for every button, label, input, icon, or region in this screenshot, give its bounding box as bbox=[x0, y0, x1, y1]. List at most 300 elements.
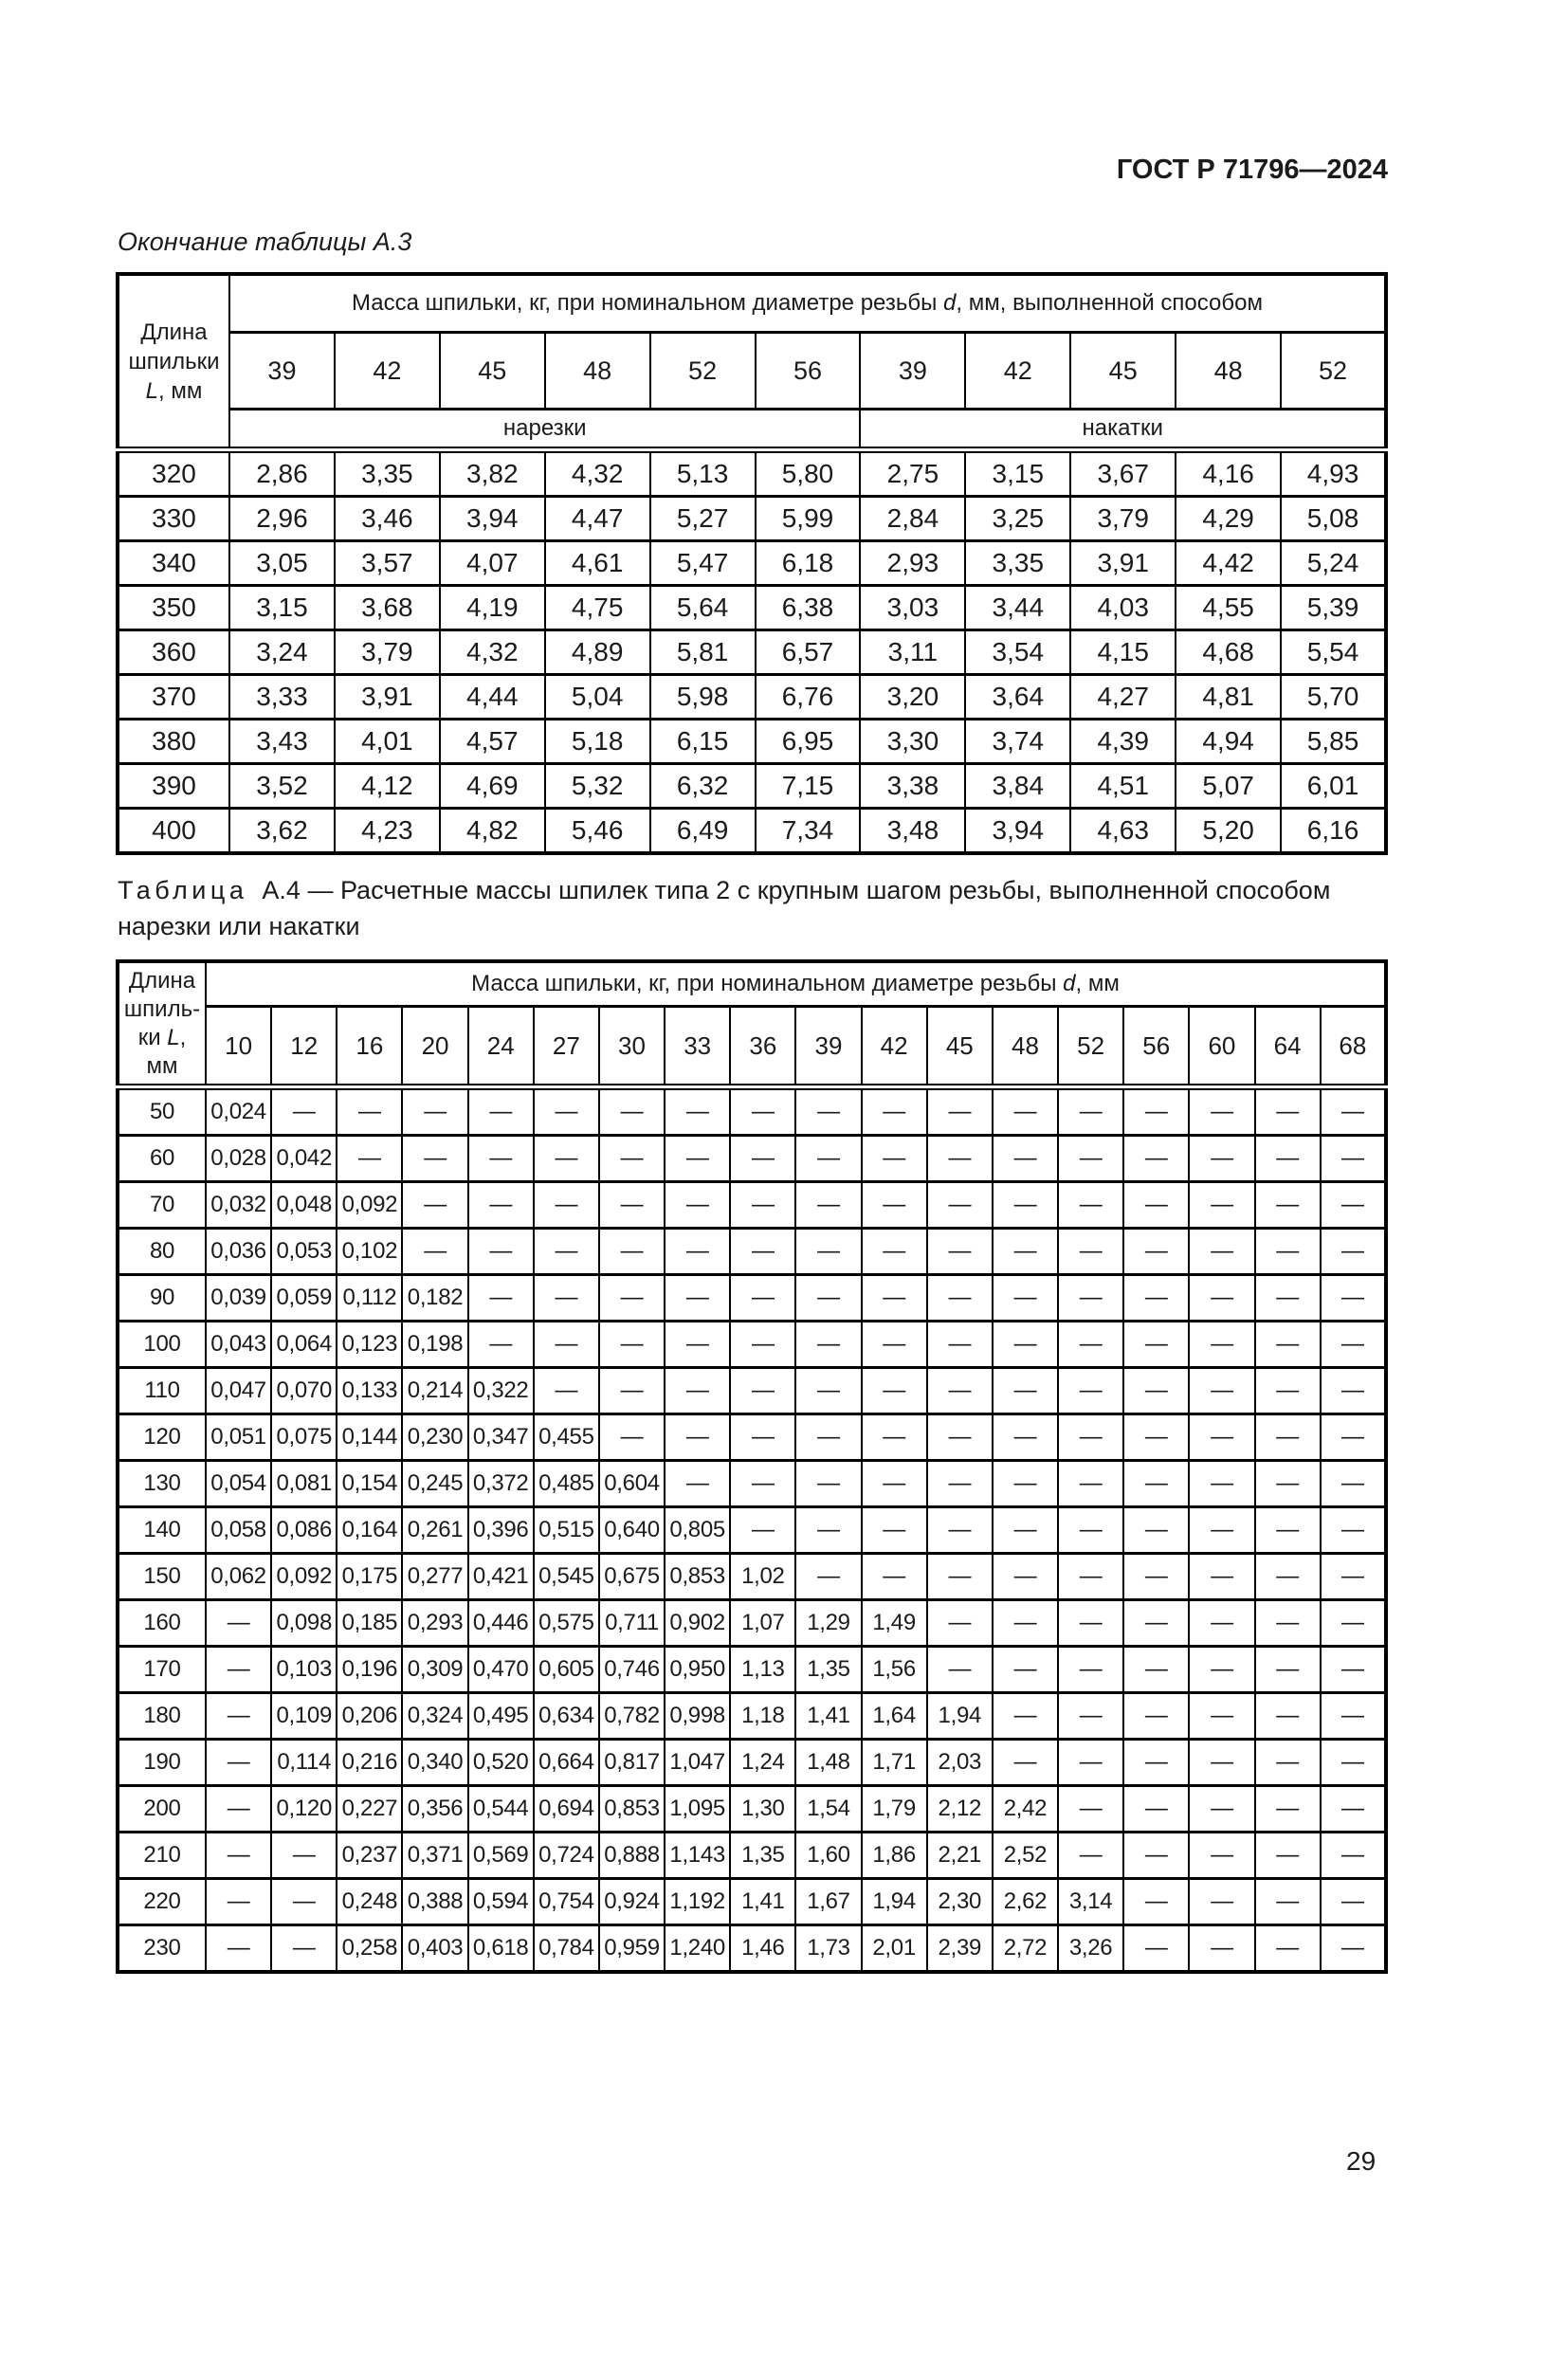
mass-value-cell: — bbox=[862, 1554, 927, 1600]
mass-value-cell: — bbox=[1255, 1925, 1321, 1973]
mass-value-cell: — bbox=[1123, 1833, 1189, 1879]
mass-value-cell: 4,61 bbox=[545, 541, 650, 586]
mass-value-cell: — bbox=[1321, 1647, 1386, 1693]
mass-value-cell: — bbox=[1058, 1786, 1123, 1833]
mass-value-cell: — bbox=[1255, 1182, 1321, 1229]
mass-value-cell: — bbox=[1123, 1647, 1189, 1693]
diameter-header-cell: 48 bbox=[993, 1007, 1058, 1087]
mass-value-cell: — bbox=[468, 1182, 534, 1229]
length-cell: 190 bbox=[118, 1740, 206, 1786]
mass-value-cell: — bbox=[1123, 1507, 1189, 1554]
mass-value-cell: 0,182 bbox=[402, 1275, 467, 1322]
mass-value-cell: 0,154 bbox=[337, 1461, 402, 1507]
mass-value-cell: — bbox=[795, 1554, 861, 1600]
mass-value-cell: — bbox=[206, 1925, 271, 1973]
mass-value-cell: — bbox=[927, 1087, 993, 1136]
mass-value-cell: 1,49 bbox=[862, 1600, 927, 1647]
mass-value-cell: 5,99 bbox=[756, 497, 861, 541]
mass-value-cell: — bbox=[402, 1229, 467, 1275]
mass-value-cell: 4,82 bbox=[440, 809, 545, 854]
mass-value-cell: 0,784 bbox=[534, 1925, 599, 1973]
mass-value-cell: — bbox=[1123, 1786, 1189, 1833]
mass-value-cell: — bbox=[862, 1229, 927, 1275]
mass-value-cell: — bbox=[534, 1182, 599, 1229]
mass-value-cell: — bbox=[1255, 1275, 1321, 1322]
mass-value-cell: — bbox=[1058, 1461, 1123, 1507]
mass-value-cell: 3,25 bbox=[965, 497, 1070, 541]
mass-value-cell: 2,30 bbox=[927, 1879, 993, 1925]
mass-value-cell: 0,086 bbox=[271, 1507, 337, 1554]
mass-value-cell: — bbox=[337, 1136, 402, 1182]
mass-value-cell: 0,109 bbox=[271, 1693, 337, 1740]
mass-value-cell: 0,277 bbox=[402, 1554, 467, 1600]
table-row bbox=[118, 1087, 1386, 1136]
mass-value-cell: 0,054 bbox=[206, 1461, 271, 1507]
mass-value-cell: 4,39 bbox=[1070, 720, 1176, 764]
mass-value-cell: 1,192 bbox=[665, 1879, 730, 1925]
mass-value-cell: — bbox=[993, 1554, 1058, 1600]
mass-value-cell: — bbox=[534, 1368, 599, 1414]
mass-value-cell: 3,43 bbox=[229, 720, 335, 764]
table-a3-body bbox=[118, 450, 1386, 854]
mass-value-cell: — bbox=[468, 1229, 534, 1275]
mass-value-cell: 2,84 bbox=[860, 497, 965, 541]
mass-value-cell: 3,38 bbox=[860, 764, 965, 809]
mass-value-cell: — bbox=[1058, 1507, 1123, 1554]
table-row bbox=[118, 450, 1386, 497]
mass-value-cell: — bbox=[665, 1136, 730, 1182]
mass-value-cell: 4,07 bbox=[440, 541, 545, 586]
mass-value-cell: 0,042 bbox=[271, 1136, 337, 1182]
mass-value-cell: — bbox=[599, 1368, 665, 1414]
mass-value-cell: 4,42 bbox=[1176, 541, 1281, 586]
mass-value-cell: 3,15 bbox=[965, 450, 1070, 497]
mass-value-cell: — bbox=[1321, 1925, 1386, 1973]
length-cell: 330 bbox=[118, 497, 229, 541]
table-row bbox=[118, 809, 1386, 854]
mass-value-cell: 3,15 bbox=[229, 586, 335, 630]
diameter-header-cell: 16 bbox=[337, 1007, 402, 1087]
mass-value-cell: — bbox=[1189, 1087, 1254, 1136]
length-cell: 230 bbox=[118, 1925, 206, 1973]
mass-value-cell: 4,69 bbox=[440, 764, 545, 809]
mass-value-cell: — bbox=[862, 1275, 927, 1322]
mass-value-cell: — bbox=[1321, 1182, 1386, 1229]
length-cell: 390 bbox=[118, 764, 229, 809]
mass-value-cell: — bbox=[1321, 1414, 1386, 1461]
table-a4-body bbox=[118, 1087, 1386, 1973]
mass-value-cell: 6,16 bbox=[1281, 809, 1386, 854]
mass-value-cell: 0,711 bbox=[599, 1600, 665, 1647]
mass-value-cell: — bbox=[862, 1322, 927, 1368]
mass-value-cell: 3,84 bbox=[965, 764, 1070, 809]
table-row bbox=[118, 630, 1386, 675]
mass-value-cell: 0,902 bbox=[665, 1600, 730, 1647]
mass-value-cell: — bbox=[927, 1275, 993, 1322]
length-cell: 150 bbox=[118, 1554, 206, 1600]
mass-value-cell: 0,853 bbox=[665, 1554, 730, 1600]
mass-value-cell: — bbox=[271, 1925, 337, 1973]
mass-value-cell: 1,48 bbox=[795, 1740, 861, 1786]
mass-value-cell: 0,123 bbox=[337, 1322, 402, 1368]
mass-value-cell: — bbox=[862, 1182, 927, 1229]
mass-value-cell: — bbox=[927, 1182, 993, 1229]
table-row bbox=[118, 1833, 1386, 1879]
table-row bbox=[118, 1368, 1386, 1414]
mass-value-cell: — bbox=[534, 1322, 599, 1368]
mass-value-cell: — bbox=[795, 1275, 861, 1322]
length-header-line: шпиль- bbox=[123, 995, 201, 1022]
table-row bbox=[118, 1740, 1386, 1786]
mass-value-cell: — bbox=[1255, 1368, 1321, 1414]
mass-value-cell: — bbox=[1123, 1554, 1189, 1600]
length-cell: 130 bbox=[118, 1461, 206, 1507]
table-row bbox=[118, 1693, 1386, 1740]
mass-value-cell: 0,594 bbox=[468, 1879, 534, 1925]
mass-value-cell: 3,82 bbox=[440, 450, 545, 497]
mass-value-cell: — bbox=[927, 1647, 993, 1693]
mass-value-cell: 0,214 bbox=[402, 1368, 467, 1414]
diameter-header-cell: 45 bbox=[927, 1007, 993, 1087]
length-cell: 350 bbox=[118, 586, 229, 630]
table-row bbox=[118, 1600, 1386, 1647]
mass-value-cell: 0,817 bbox=[599, 1740, 665, 1786]
mass-value-cell: 4,29 bbox=[1176, 497, 1281, 541]
mass-value-cell: 3,35 bbox=[335, 450, 440, 497]
diameter-header-cell: 42 bbox=[965, 333, 1070, 410]
mass-value-cell: — bbox=[1255, 1554, 1321, 1600]
mass-value-cell: 0,396 bbox=[468, 1507, 534, 1554]
mass-value-cell: 0,950 bbox=[665, 1647, 730, 1693]
diameter-header-cell: 20 bbox=[402, 1007, 467, 1087]
mass-value-cell: 0,248 bbox=[337, 1879, 402, 1925]
mass-value-cell: — bbox=[993, 1600, 1058, 1647]
mass-value-cell: 2,21 bbox=[927, 1833, 993, 1879]
mass-value-cell: — bbox=[1255, 1461, 1321, 1507]
mass-value-cell: — bbox=[1058, 1322, 1123, 1368]
diameter-header-cell: 30 bbox=[599, 1007, 665, 1087]
length-cell: 360 bbox=[118, 630, 229, 675]
mass-value-cell: 0,230 bbox=[402, 1414, 467, 1461]
mass-value-cell: — bbox=[1058, 1414, 1123, 1461]
mass-value-cell: — bbox=[1255, 1740, 1321, 1786]
length-header-line: Длина bbox=[128, 967, 196, 994]
mass-value-cell: — bbox=[1255, 1693, 1321, 1740]
mass-value-cell: 5,04 bbox=[545, 675, 650, 720]
mass-value-cell: — bbox=[730, 1087, 795, 1136]
table-a4-header bbox=[118, 961, 1386, 1087]
mass-value-cell: 4,44 bbox=[440, 675, 545, 720]
mass-value-cell: 0,724 bbox=[534, 1833, 599, 1879]
mass-value-cell: 0,062 bbox=[206, 1554, 271, 1600]
mass-value-cell: 4,51 bbox=[1070, 764, 1176, 809]
mass-value-cell: — bbox=[665, 1182, 730, 1229]
mass-value-cell: 0,604 bbox=[599, 1461, 665, 1507]
mass-value-cell: — bbox=[927, 1461, 993, 1507]
mass-value-cell: 4,55 bbox=[1176, 586, 1281, 630]
mass-value-cell: — bbox=[927, 1322, 993, 1368]
mass-value-cell: 0,356 bbox=[402, 1786, 467, 1833]
mass-value-cell: 0,144 bbox=[337, 1414, 402, 1461]
mass-value-cell: — bbox=[993, 1507, 1058, 1554]
mass-span-header: Масса шпильки, кг, при номинальном диаметре резьбы d, мм, выполненной способом bbox=[229, 274, 1386, 333]
diameter-header-cell: 56 bbox=[756, 333, 861, 410]
mass-value-cell: 1,79 bbox=[862, 1786, 927, 1833]
method-narezki-header: нарезки bbox=[229, 410, 860, 450]
mass-value-cell: — bbox=[795, 1461, 861, 1507]
diameter-header-cell: 36 bbox=[730, 1007, 795, 1087]
mass-value-cell: — bbox=[1189, 1136, 1254, 1182]
mass-value-cell: 0,164 bbox=[337, 1507, 402, 1554]
mass-value-cell: 0,175 bbox=[337, 1554, 402, 1600]
mass-value-cell: — bbox=[1189, 1740, 1254, 1786]
mass-value-cell: — bbox=[927, 1136, 993, 1182]
mass-value-cell: — bbox=[993, 1229, 1058, 1275]
diameter-header-cell: 52 bbox=[1058, 1007, 1123, 1087]
mass-value-cell: — bbox=[206, 1740, 271, 1786]
mass-value-cell: — bbox=[1255, 1087, 1321, 1136]
table-row bbox=[118, 1507, 1386, 1554]
mass-value-cell: 0,185 bbox=[337, 1600, 402, 1647]
mass-value-cell: — bbox=[862, 1414, 927, 1461]
diameter-header-cell: 39 bbox=[795, 1007, 861, 1087]
mass-value-cell: 0,446 bbox=[468, 1600, 534, 1647]
mass-value-cell: 3,24 bbox=[229, 630, 335, 675]
mass-value-cell: — bbox=[1321, 1136, 1386, 1182]
mass-value-cell: 0,070 bbox=[271, 1368, 337, 1414]
mass-value-cell: 5,18 bbox=[545, 720, 650, 764]
mass-value-cell: 4,32 bbox=[440, 630, 545, 675]
mass-value-cell: 5,07 bbox=[1176, 764, 1281, 809]
mass-value-cell: — bbox=[1321, 1786, 1386, 1833]
mass-value-cell: 0,403 bbox=[402, 1925, 467, 1973]
mass-value-cell: 5,20 bbox=[1176, 809, 1281, 854]
mass-value-cell: — bbox=[795, 1229, 861, 1275]
mass-value-cell: — bbox=[1058, 1087, 1123, 1136]
mass-value-cell: — bbox=[468, 1087, 534, 1136]
mass-value-cell: — bbox=[927, 1507, 993, 1554]
mass-value-cell: — bbox=[1255, 1322, 1321, 1368]
mass-value-cell: — bbox=[271, 1833, 337, 1879]
mass-value-cell: — bbox=[599, 1087, 665, 1136]
mass-value-cell: 0,261 bbox=[402, 1507, 467, 1554]
diameter-header-cell: 39 bbox=[860, 333, 965, 410]
mass-value-cell: — bbox=[1058, 1368, 1123, 1414]
mass-value-cell: 0,998 bbox=[665, 1693, 730, 1740]
mass-value-cell: — bbox=[1123, 1322, 1189, 1368]
mass-value-cell: — bbox=[1321, 1879, 1386, 1925]
mass-value-cell: 0,032 bbox=[206, 1182, 271, 1229]
mass-value-cell: 0,694 bbox=[534, 1786, 599, 1833]
mass-value-cell: 5,80 bbox=[756, 450, 861, 497]
mass-value-cell: — bbox=[1058, 1554, 1123, 1600]
mass-value-cell: — bbox=[993, 1647, 1058, 1693]
mass-value-cell: 0,853 bbox=[599, 1786, 665, 1833]
diameter-header-cell: 45 bbox=[1070, 333, 1176, 410]
mass-value-cell: 1,73 bbox=[795, 1925, 861, 1973]
mass-value-cell: 0,098 bbox=[271, 1600, 337, 1647]
table-row bbox=[118, 764, 1386, 809]
mass-value-cell: — bbox=[993, 1693, 1058, 1740]
mass-value-cell: 1,095 bbox=[665, 1786, 730, 1833]
mass-value-cell: 4,93 bbox=[1281, 450, 1386, 497]
table-a4 bbox=[116, 959, 1388, 1974]
mass-value-cell: 5,08 bbox=[1281, 497, 1386, 541]
mass-value-cell: 0,515 bbox=[534, 1507, 599, 1554]
mass-value-cell: — bbox=[206, 1879, 271, 1925]
mass-value-cell: 0,782 bbox=[599, 1693, 665, 1740]
table-number: А.4 bbox=[262, 876, 301, 904]
length-cell: 180 bbox=[118, 1693, 206, 1740]
table-row bbox=[118, 586, 1386, 630]
mass-value-cell: 0,605 bbox=[534, 1647, 599, 1693]
mass-value-cell: 0,470 bbox=[468, 1647, 534, 1693]
mass-value-cell: 0,805 bbox=[665, 1507, 730, 1554]
mass-value-cell: 5,81 bbox=[650, 630, 756, 675]
mass-value-cell: 0,634 bbox=[534, 1693, 599, 1740]
mass-value-cell: 3,48 bbox=[860, 809, 965, 854]
mass-value-cell: 0,520 bbox=[468, 1740, 534, 1786]
mass-value-cell: — bbox=[1058, 1693, 1123, 1740]
mass-value-cell: — bbox=[795, 1136, 861, 1182]
mass-value-cell: — bbox=[468, 1322, 534, 1368]
mass-value-cell: 4,01 bbox=[335, 720, 440, 764]
mass-value-cell: 3,52 bbox=[229, 764, 335, 809]
mass-value-cell: — bbox=[1189, 1600, 1254, 1647]
mass-value-cell: — bbox=[1123, 1461, 1189, 1507]
mass-value-cell: 3,94 bbox=[965, 809, 1070, 854]
mass-value-cell: 1,29 bbox=[795, 1600, 861, 1647]
mass-value-cell: 1,18 bbox=[730, 1693, 795, 1740]
mass-value-cell: 0,047 bbox=[206, 1368, 271, 1414]
mass-value-cell: 0,120 bbox=[271, 1786, 337, 1833]
table-title-text: — Расчетные массы шпилек типа 2 с крупным шагом резьбы, выполненной способом нарезки или накатки bbox=[118, 876, 1331, 940]
mass-value-cell: 0,081 bbox=[271, 1461, 337, 1507]
mass-value-cell: — bbox=[1255, 1414, 1321, 1461]
mass-value-cell: 4,12 bbox=[335, 764, 440, 809]
mass-value-cell: — bbox=[1123, 1600, 1189, 1647]
mass-value-cell: 1,02 bbox=[730, 1554, 795, 1600]
mass-value-cell: 0,028 bbox=[206, 1136, 271, 1182]
mass-value-cell: 0,237 bbox=[337, 1833, 402, 1879]
mass-value-cell: — bbox=[1189, 1925, 1254, 1973]
mass-value-cell: 4,68 bbox=[1176, 630, 1281, 675]
mass-value-cell: — bbox=[665, 1368, 730, 1414]
mass-value-cell: 7,34 bbox=[756, 809, 861, 854]
mass-value-cell: — bbox=[665, 1322, 730, 1368]
mass-value-cell: 6,57 bbox=[756, 630, 861, 675]
diameter-header-cell: 39 bbox=[229, 333, 335, 410]
mass-value-cell: 0,227 bbox=[337, 1786, 402, 1833]
mass-value-cell: 0,216 bbox=[337, 1740, 402, 1786]
mass-value-cell: — bbox=[730, 1136, 795, 1182]
mass-value-cell: 1,71 bbox=[862, 1740, 927, 1786]
mass-value-cell: — bbox=[993, 1275, 1058, 1322]
mass-value-cell: — bbox=[993, 1136, 1058, 1182]
mass-value-cell: — bbox=[1321, 1461, 1386, 1507]
table-row bbox=[118, 1136, 1386, 1182]
mass-value-cell: 2,75 bbox=[860, 450, 965, 497]
mass-value-cell: 3,11 bbox=[860, 630, 965, 675]
mass-value-cell: 3,74 bbox=[965, 720, 1070, 764]
mass-value-cell: 0,196 bbox=[337, 1647, 402, 1693]
mass-value-cell: 5,70 bbox=[1281, 675, 1386, 720]
mass-value-cell: 0,114 bbox=[271, 1740, 337, 1786]
mass-value-cell: 1,94 bbox=[927, 1693, 993, 1740]
mass-value-cell: 0,545 bbox=[534, 1554, 599, 1600]
diameter-header-cell: 33 bbox=[665, 1007, 730, 1087]
mass-value-cell: 0,746 bbox=[599, 1647, 665, 1693]
mass-value-cell: 1,24 bbox=[730, 1740, 795, 1786]
mass-value-cell: — bbox=[1123, 1879, 1189, 1925]
mass-value-cell: 4,94 bbox=[1176, 720, 1281, 764]
mass-value-cell: 0,058 bbox=[206, 1507, 271, 1554]
mass-value-cell: — bbox=[1058, 1182, 1123, 1229]
mass-value-cell: — bbox=[993, 1740, 1058, 1786]
mass-value-cell: 0,754 bbox=[534, 1879, 599, 1925]
mass-value-cell: 5,64 bbox=[650, 586, 756, 630]
mass-value-cell: 2,03 bbox=[927, 1740, 993, 1786]
mass-value-cell: — bbox=[1189, 1322, 1254, 1368]
length-cell: 210 bbox=[118, 1833, 206, 1879]
diameter-header-cell: 52 bbox=[1281, 333, 1386, 410]
mass-value-cell: 0,198 bbox=[402, 1322, 467, 1368]
mass-value-cell: 2,39 bbox=[927, 1925, 993, 1973]
length-cell: 120 bbox=[118, 1414, 206, 1461]
mass-value-cell: 1,54 bbox=[795, 1786, 861, 1833]
diameter-header-cell: 48 bbox=[545, 333, 650, 410]
mass-value-cell: 5,24 bbox=[1281, 541, 1386, 586]
mass-value-cell: 0,372 bbox=[468, 1461, 534, 1507]
mass-value-cell: — bbox=[1321, 1600, 1386, 1647]
mass-value-cell: 4,16 bbox=[1176, 450, 1281, 497]
mass-value-cell: — bbox=[1255, 1229, 1321, 1275]
mass-value-cell: 4,03 bbox=[1070, 586, 1176, 630]
mass-value-cell: 1,047 bbox=[665, 1740, 730, 1786]
mass-value-cell: — bbox=[534, 1275, 599, 1322]
mass-value-cell: 3,68 bbox=[335, 586, 440, 630]
length-cell: 60 bbox=[118, 1136, 206, 1182]
mass-value-cell: 0,258 bbox=[337, 1925, 402, 1973]
method-header-row bbox=[118, 410, 1386, 450]
document-content bbox=[116, 154, 1388, 1974]
table-label: Таблица bbox=[118, 876, 248, 904]
mass-value-cell: — bbox=[206, 1600, 271, 1647]
mass-value-cell: 1,143 bbox=[665, 1833, 730, 1879]
mass-value-cell: — bbox=[402, 1087, 467, 1136]
mass-value-cell: — bbox=[1321, 1693, 1386, 1740]
mass-value-cell: — bbox=[862, 1136, 927, 1182]
length-cell: 170 bbox=[118, 1647, 206, 1693]
length-header-line: шпильки bbox=[128, 348, 220, 374]
diameter-header-cell: 56 bbox=[1123, 1007, 1189, 1087]
mass-value-cell: 1,35 bbox=[795, 1647, 861, 1693]
table-a3-caption: Окончание таблицы А.3 bbox=[118, 228, 412, 256]
mass-value-cell: 1,46 bbox=[730, 1925, 795, 1973]
mass-value-cell: — bbox=[1123, 1229, 1189, 1275]
mass-value-cell: 4,57 bbox=[440, 720, 545, 764]
table-row bbox=[118, 720, 1386, 764]
mass-value-cell: 0,075 bbox=[271, 1414, 337, 1461]
mass-value-cell: — bbox=[599, 1322, 665, 1368]
length-cell: 370 bbox=[118, 675, 229, 720]
mass-value-cell: 1,35 bbox=[730, 1833, 795, 1879]
mass-value-cell: — bbox=[1189, 1554, 1254, 1600]
mass-value-cell: — bbox=[730, 1182, 795, 1229]
diameter-header-cell: 42 bbox=[862, 1007, 927, 1087]
mass-value-cell: 0,924 bbox=[599, 1879, 665, 1925]
table-a3-continuation bbox=[116, 272, 1388, 855]
